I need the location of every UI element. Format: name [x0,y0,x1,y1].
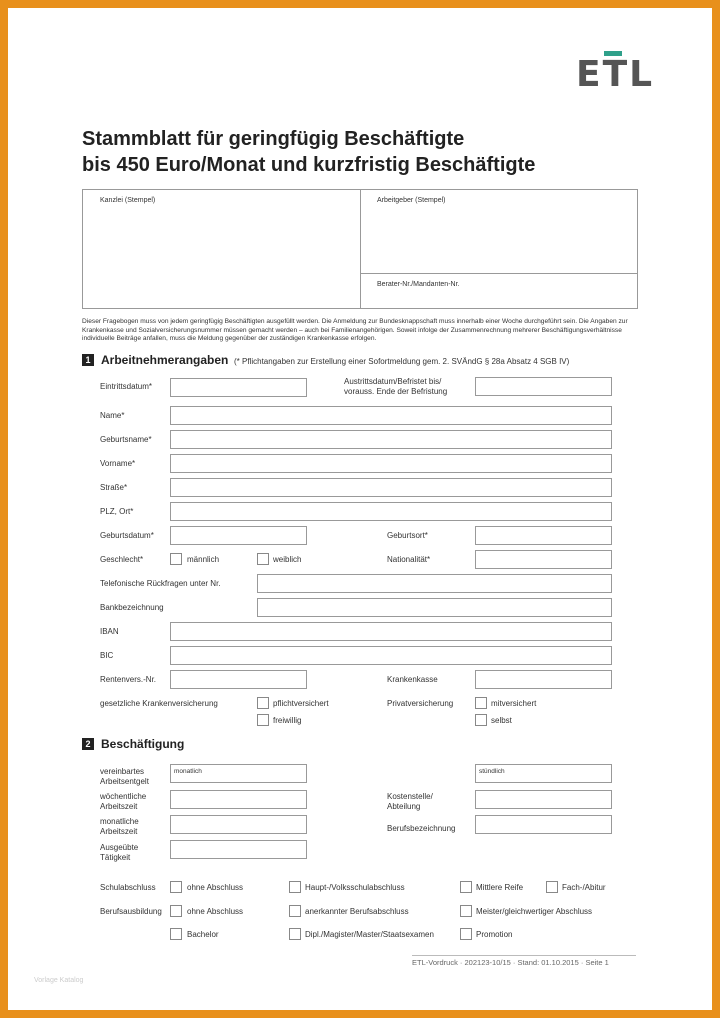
gkv-label: gesetzliche Krankenversicherung [100,699,218,708]
promotion-label: Promotion [476,930,513,939]
weiblich-label: weiblich [273,555,302,564]
weiblich-checkbox[interactable] [257,553,269,565]
name-label: Name* [100,411,125,420]
page-title [82,126,535,178]
geburtsdatum-field[interactable] [170,526,307,545]
plz-label: PLZ, Ort* [100,507,134,516]
woech-label: wöchentliche Arbeitszeit [100,792,147,811]
haupt-label: Haupt-/Volksschulabschluss [305,883,405,892]
vorname-field[interactable] [170,454,612,473]
section1-note: (* Pflichtangaben zur Erstellung einer Sofortmeldung gem. 2. SVÄndG § 28a Absatz 4 SGB IV) [234,357,570,366]
strasse-label: Straße* [100,483,128,492]
bachelor-label: Bachelor [187,930,219,939]
eintritt-label: Eintrittsdatum* [100,382,153,391]
beruf-label: Berufsbezeichnung [387,824,456,833]
title-line-1: Stammblatt für geringfügig Beschäftigte [82,128,465,150]
kst-field[interactable] [475,790,612,809]
promotion-checkbox[interactable] [460,928,472,940]
austritt-field[interactable] [475,377,612,396]
footer-text: ETL-Vordruck · 202123-10/15 · Stand: 01.10.2015 · Seite 1 [412,958,609,967]
mittlere-label: Mittlere Reife [476,883,524,892]
stuendlich-field[interactable] [475,764,612,783]
meister-checkbox[interactable] [460,905,472,917]
taet-field[interactable] [170,840,307,859]
section1-title: Arbeitnehmerangaben [101,353,229,367]
monatlich-hint: monatlich [174,768,202,775]
strasse-field[interactable] [170,478,612,497]
watermark: Vorlage Katalog [34,977,84,984]
stuendlich-hint: stündlich [479,768,505,775]
telefon-label: Telefonische Rückfragen unter Nr. [100,579,221,588]
geburtsname-label: Geburtsname* [100,435,152,444]
geburtsname-field[interactable] [170,430,612,449]
nationalitaet-label: Nationalität* [387,555,431,564]
freiwillig-label: freiwillig [273,716,302,725]
kst-label: Kostenstelle/ Abteilung [387,792,433,811]
pflicht-checkbox[interactable] [257,697,269,709]
bic-label: BIC [100,651,114,660]
taet-label: Ausgeübte Tätigkeit [100,843,139,862]
anerkannt-label: anerkannter Berufsabschluss [305,907,409,916]
plz-field[interactable] [170,502,612,521]
selbst-checkbox[interactable] [475,714,487,726]
title-line-2: bis 450 Euro/Monat und kurzfristig Beschäftigte [82,154,536,176]
iban-field[interactable] [170,622,612,641]
mitversichert-label: mitversichert [491,699,537,708]
bic-field[interactable] [170,646,612,665]
etl-logo: ETL [576,54,655,95]
maennlich-checkbox[interactable] [170,553,182,565]
form-page [8,8,712,1010]
ausb-ohne-checkbox[interactable] [170,905,182,917]
schul-ohne-checkbox[interactable] [170,881,182,893]
nationalitaet-field[interactable] [475,550,612,569]
section2-title: Beschäftigung [101,737,185,751]
maennlich-label: männlich [187,555,220,564]
haupt-checkbox[interactable] [289,881,301,893]
schulabschluss-label: Schulabschluss [100,883,156,892]
diplom-label: Dipl./Magister/Master/Staatsexamen [305,930,434,939]
geburtsort-field[interactable] [475,526,612,545]
monatlich-field[interactable] [170,764,307,783]
pkv-label: Privatversicherung [387,699,454,708]
mitversichert-checkbox[interactable] [475,697,487,709]
beruf-field[interactable] [475,815,612,834]
section1-number: 1 [82,354,94,366]
geschlecht-label: Geschlecht* [100,555,144,564]
fach-checkbox[interactable] [546,881,558,893]
geburtsort-label: Geburtsort* [387,531,428,540]
freiwillig-checkbox[interactable] [257,714,269,726]
ausb-ohne-label: ohne Abschluss [187,907,244,916]
kanzlei-label: Kanzlei (Stempel) [100,197,156,204]
selbst-label: selbst [491,716,512,725]
stamp-box [82,189,638,309]
anerkannt-checkbox[interactable] [289,905,301,917]
rv-field[interactable] [170,670,307,689]
austritt-label: Austrittsdatum/Befristet bis/ vorauss. Ende der Befristung [344,377,448,396]
bank-label: Bankbezeichnung [100,603,164,612]
meister-label: Meister/gleichwertiger Abschluss [476,907,593,916]
diplom-checkbox[interactable] [289,928,301,940]
berufsausbildung-label: Berufsausbildung [100,907,162,916]
berater-label: Berater-Nr./Mandanten-Nr. [377,281,460,288]
bank-field[interactable] [257,598,612,617]
rv-label: Rentenvers.-Nr. [100,675,157,684]
monat-field[interactable] [170,815,307,834]
footer-divider [412,955,636,956]
pflicht-label: pflichtversichert [273,699,329,708]
schul-ohne-label: ohne Abschluss [187,883,244,892]
kk-label: Krankenkasse [387,675,438,684]
vorname-label: Vorname* [100,459,136,468]
section2-number: 2 [82,738,94,750]
eintritt-field[interactable] [170,378,307,397]
entgelt-label: vereinbartes Arbeitsentgelt [100,767,149,786]
kk-field[interactable] [475,670,612,689]
monat-label: monatliche Arbeitszeit [100,817,139,836]
name-field[interactable] [170,406,612,425]
intro-text: Dieser Fragebogen muss von jedem geringfügig Beschäftigten ausgefüllt werden. Die Anmeldung zur Bundesknappschaft muss innerhalb einer Woche durchgeführt sein. Die Angaben zur Krankenkasse und Sozialversicherungsnummer müssen gemacht werden – auch bei Familienangehörigen. Soweit infolge der Zusammenrechnung mehrerer Beschäftigungsverhältnisse individuelle Beiträge anfallen, muss die Meldung gegenüber der zuständigen Krankenkasse erfolgen. [82,318,628,343]
telefon-field[interactable] [257,574,612,593]
arbeitgeber-label: Arbeitgeber (Stempel) [377,197,446,204]
geburtsdatum-label: Geburtsdatum* [100,531,154,540]
woech-field[interactable] [170,790,307,809]
mittlere-checkbox[interactable] [460,881,472,893]
fach-label: Fach-/Abitur [562,883,606,892]
iban-label: IBAN [100,627,119,636]
bachelor-checkbox[interactable] [170,928,182,940]
